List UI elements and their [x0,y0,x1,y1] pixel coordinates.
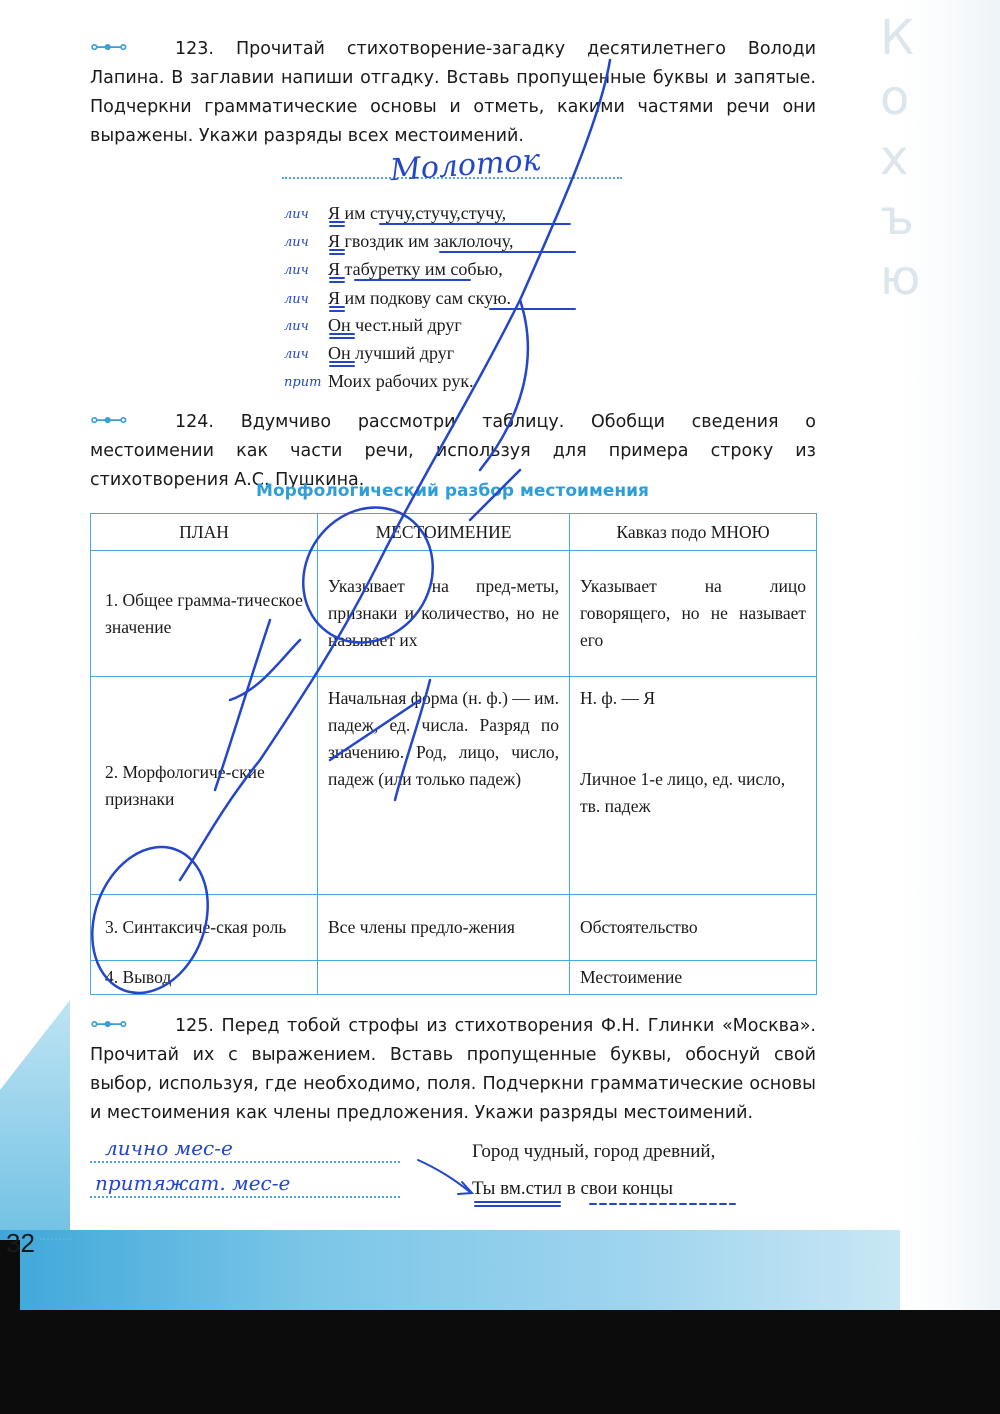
task-icon: ⊶⊸ [90,35,125,60]
scrawl-stroke [470,470,520,520]
ghost-letter: х [880,130,909,186]
margin-mark: прит [284,375,322,390]
task-124-text: Вдумчиво рассмотри таблицу. Обобщи сведения о местоимении как части речи, используя для примера строку из стихотворения А.С. Пушкина. [90,412,816,490]
plan-cell: 2. Морфологиче-ские признаки [91,677,318,895]
scrawl-loop [277,482,459,668]
table-title: Морфологический разбор местоимения [256,481,649,501]
pronoun-cell: Указывает на пред-меты, признаки и количество, но не называет их [318,551,570,677]
subject-underline [475,1202,560,1206]
ghost-letter: ю [880,250,921,306]
example-cell: Указывает на лицо говорящего, но не называет его [570,551,817,677]
subject-underline [330,222,344,226]
task-123-text: Прочитай стихотворение-загадку десятилетнего Володи Лапина. В заглавии напиши отгадку. Вставь пропущенные буквы и запятые. Подчеркни грамматические основы и отметь, какими частями речи они выражены. Укажи разряды всех местоимений. [90,39,816,146]
ghost-letter: К [880,10,915,66]
pronoun-cell: Начальная форма (н. ф.) — им. падеж, ед. числа. Разряд по значению. Род, лицо, число, падеж (или только падеж) [318,677,570,895]
example-features: Личное 1-е лицо, ед. число, тв. падеж [580,769,786,816]
subject-underline [330,278,344,282]
poem-line: Я табуретку им собью, [328,259,503,279]
plan-cell: 1. Общее грамма-тическое значение [91,551,318,677]
margin-mark: лич [284,319,309,334]
subject-underline [330,362,354,366]
margin-mark: лич [284,263,309,278]
poem-line: Он лучший друг [328,343,455,363]
poem-line: Я им стучу,стучу,стучу, [328,203,507,223]
scrawl-loop [73,831,228,1010]
page-number: 32 [6,1228,35,1258]
poem-line: Город чудный, город древний, [472,1141,716,1162]
plan-cell: 4. Вывод [91,961,318,995]
task-125-text: Перед тобой строфы из стихотворения Ф.Н. Глинки «Москва». Прочитай их с выражением. Вставь пропущенные буквы, обоснуй свой выбор, используя, где необходимо, поля. Подчеркни грамматические основы и местоимения как члены предложения. Укажи разряды местоимений. [90,1016,816,1123]
plan-cell: 3. Синтаксиче-ская роль [91,895,318,961]
example-cell: Обстоятельство [570,895,817,961]
task-125-number: 125. [175,1016,214,1036]
poem-line: Ты вм.стил в свои концы [472,1178,674,1199]
poem-line: Я гвоздик им заклолочу, [328,231,514,251]
column-header: Кавказ подо МНОЮ [570,514,817,551]
column-header: МЕСТОИМЕНИЕ [318,514,570,551]
ghost-letter: о [880,70,910,126]
scrawl-stroke [180,60,610,880]
task-123-number: 123. [175,39,214,59]
arrow-line [418,1160,470,1192]
poem-line: Он чест.ный друг [328,315,462,335]
subject-underline [330,250,344,254]
task-icon: ⊶⊸ [90,408,125,433]
example-cell: Местоимение [570,961,817,995]
subject-underline [330,307,344,311]
task-124-number: 124. [175,412,214,432]
margin-mark: лич [284,207,309,222]
poem-line: Я им подкову сам скую. [328,288,512,308]
scrawl-stroke [480,300,528,470]
pronoun-cell: Все члены предло-жения [318,895,570,961]
margin-mark: лич [284,292,309,307]
scrawl-stroke [330,680,430,800]
column-header: ПЛАН [91,514,318,551]
handwritten-note: лично мес-е [105,1136,233,1160]
margin-mark: лич [284,235,309,250]
subject-underline [330,334,354,338]
margin-mark: лич [284,347,309,362]
poem-line: Моих рабочих рук. [328,371,474,391]
handwritten-answer-title: Молоток [388,142,542,189]
task-icon: ⊶⊸ [90,1012,125,1037]
ghost-letter: ъ [880,190,914,246]
handwritten-note: притяжат. мес-е [95,1171,291,1195]
example-initial-form: Н. ф. — Я [580,688,656,708]
